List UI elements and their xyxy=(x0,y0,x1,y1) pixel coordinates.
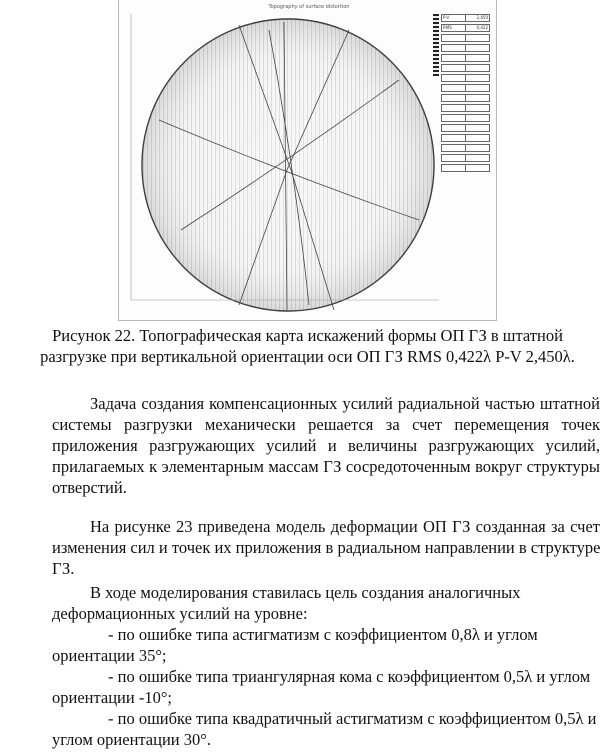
stats-row xyxy=(441,94,493,102)
paragraph-1-line: прилагаемых к элементарным массам ГЗ сосредоточенным вокруг структуры xyxy=(52,457,600,476)
stats-key xyxy=(441,134,465,142)
stats-row xyxy=(441,74,493,82)
stats-key xyxy=(441,34,465,42)
stats-value xyxy=(465,74,490,82)
stats-value xyxy=(465,64,490,72)
stats-key xyxy=(441,44,465,52)
stats-key xyxy=(441,164,465,172)
list-item: - по ошибке типа квадратичный астигматизм с коэффициентом 0,5λ и xyxy=(108,709,597,728)
topographic-distortion-map xyxy=(119,0,496,320)
paragraph-3-line: деформационных усилий на уровне: xyxy=(52,604,308,623)
stats-value: 2,450 xyxy=(465,14,490,22)
stats-row xyxy=(441,24,493,32)
stats-row xyxy=(441,164,493,172)
paragraph-2-line: На рисунке 23 приведена модель деформации ОП ГЗ созданная за счет xyxy=(90,517,600,536)
stats-key xyxy=(441,114,465,122)
stats-row xyxy=(441,144,493,152)
stats-value xyxy=(465,44,490,52)
stats-key xyxy=(441,144,465,152)
stats-key: RMS xyxy=(441,24,465,32)
stats-row xyxy=(441,14,493,22)
stats-key xyxy=(441,124,465,132)
paragraph-2-line: ГЗ. xyxy=(52,559,75,578)
stats-value xyxy=(465,134,490,142)
list-item: - по ошибке типа триангулярная кома с коэффициентом 0,5λ и углом xyxy=(108,667,591,686)
stats-value xyxy=(465,144,490,152)
stats-value xyxy=(465,124,490,132)
paragraph-2-line: изменения сил и точек их приложения в радиальном направлении в структуре xyxy=(52,538,601,557)
stats-key xyxy=(441,94,465,102)
stats-value xyxy=(465,34,490,42)
stats-row xyxy=(441,64,493,72)
stats-row xyxy=(441,134,493,142)
paragraph-1-line: Задача создания компенсационных усилий радиальной частью штатной xyxy=(90,394,600,413)
stats-key xyxy=(441,74,465,82)
list-item: - по ошибке типа астигматизм с коэффициентом 0,8λ и углом xyxy=(108,625,538,644)
color-scale xyxy=(433,14,439,76)
stats-value xyxy=(465,84,490,92)
stats-panel xyxy=(441,14,493,174)
stats-value xyxy=(465,94,490,102)
stats-key xyxy=(441,154,465,162)
stats-row xyxy=(441,84,493,92)
stats-value xyxy=(465,154,490,162)
stats-key xyxy=(441,64,465,72)
list-item-continuation: углом ориентации 30°. xyxy=(52,730,211,749)
stats-key xyxy=(441,104,465,112)
stats-key: P-V xyxy=(441,14,465,22)
stats-key xyxy=(441,84,465,92)
list-item-continuation: ориентации 35°; xyxy=(52,646,167,665)
stats-row xyxy=(441,124,493,132)
stats-row xyxy=(441,44,493,52)
topographic-figure xyxy=(118,0,497,321)
stats-row xyxy=(441,154,493,162)
paragraph-1-line: приложения разгружающих усилий и величины разгружающих усилий, xyxy=(52,436,600,455)
stats-value xyxy=(465,104,490,112)
paragraph-1-line: системы разгрузки механически решается за счет перемещения точек xyxy=(52,415,600,434)
stats-value: 0,422 xyxy=(465,24,490,32)
stats-value xyxy=(465,54,490,62)
paragraph-1-line: отверстий. xyxy=(52,478,127,497)
stats-value xyxy=(465,164,490,172)
stats-key xyxy=(441,54,465,62)
stats-row xyxy=(441,54,493,62)
stats-row xyxy=(441,104,493,112)
plot-title: Topography of surface distortion xyxy=(268,4,350,10)
stats-value xyxy=(465,114,490,122)
stats-row xyxy=(441,34,493,42)
stats-row xyxy=(441,114,493,122)
figure-caption-line-2: разгрузке при вертикальной ориентации оси ОП ГЗ RMS 0,422λ P-V 2,450λ. xyxy=(40,347,575,366)
paragraph-3-line: В ходе моделирования ставилась цель создания аналогичных xyxy=(90,583,521,602)
list-item-continuation: ориентации -10°; xyxy=(52,688,173,707)
figure-caption-line-1: Рисунок 22. Топографическая карта искажений формы ОП ГЗ в штатной xyxy=(52,326,563,345)
